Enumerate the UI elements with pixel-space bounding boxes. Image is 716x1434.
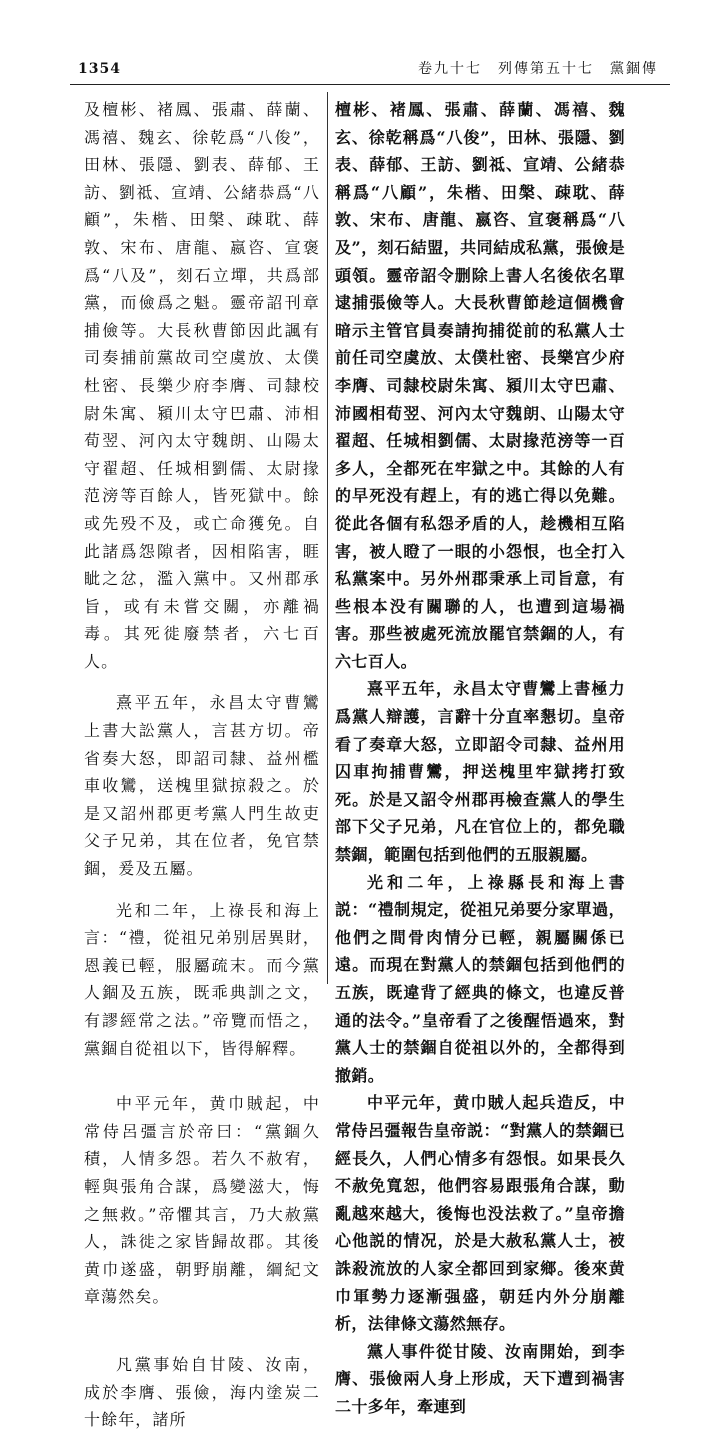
page-number: 1354 [78, 61, 121, 77]
column-divider [327, 92, 328, 984]
translation-paragraph: 黨人事件從甘陵、汝南開始，到李膺、張儉兩人身上形成，天下遭到禍害二十多年，牽連到 [335, 1341, 625, 1416]
original-text-column [84, 96, 320, 1430]
original-paragraph: 熹平五年，永昌太守曹鸞上書大訟黨人，言甚方切。帝省奏大怒，即詔司隸、益州檻車收鸞，送槐里獄掠殺之。於是又詔州郡更考黨人門生故吏父子兄弟，其在位者，免官禁錮，爰及五屬。 [84, 693, 320, 879]
original-paragraph: 光和二年，上祿長和海上言：“禮，從祖兄弟别居異財，恩義已輕，服屬疏末。而今黨人錮及五族，既乖典訓之文，有謬經常之法。”帝覽而悟之，黨錮自從祖以下，皆得解釋。 [84, 900, 320, 1058]
translation-paragraph: 光和二年，上祿縣長和海上書説：“禮制規定，從祖兄弟要分家單過，他們之間骨肉情分已輕，親屬關係已遠。而現在對黨人的禁錮包括到他們的五族，既違背了經典的條文，也違反普通的法令。”皇帝看了之後醒悟過來，對黨人士的禁錮自從祖以外的，全都得到撤銷。 [335, 872, 625, 1085]
original-paragraph: 及檀彬、褚鳳、張肅、薛蘭、馮禧、魏玄、徐乾爲“八俊”，田林、張隱、劉表、薛郁、王訪、劉祗、宣靖、公緒恭爲“八顧”，朱楷、田槃、疎耽、薛敦、宋布、唐龍、嬴咨、宣褒爲“八及”，刻石立墠，共爲部黨，而儉爲之魁。靈帝詔刊章捕儉等。大長秋曹節因此諷有司奏捕前黨故司空虞放、太僕杜密、長樂少府李膺、司隸校尉朱寓、潁川太守巴肅、沛相荀翌、河內太守魏朗、山陽太守翟超、任城相劉儒、太尉掾范滂等百餘人，皆死獄中。餘或先殁不及，或亡命獲免。自此諸爲怨隙者，因相陷害，睚眦之忿，濫入黨中。又州郡承旨，或有未嘗交關，亦離禍毒。其死徙廢禁者，六七百人。 [84, 100, 320, 671]
original-paragraph: 中平元年，黄巾賊起，中常侍呂彊言於帝曰：“黨錮久積，人情多怨。若久不赦宥，輕與張角合謀，爲變滋大，悔之無救。”帝懼其言，乃大赦黨人，誅徙之家皆歸故郡。其後黄巾遂盛，朝野崩離，綱紀文章蕩然矣。 [84, 1094, 320, 1307]
translation-paragraph: 熹平五年，永昌太守曹鸞上書極力爲黨人辯護，言辭十分直率懇切。皇帝看了奏章大怒，立即詔令司隸、益州用囚車拘捕曹鸞，押送槐里牢獄拷打致死。於是又詔令州郡再檢查黨人的學生部下父子兄弟，凡在官位上的，都免職禁錮，範圍包括到他們的五服親屬。 [335, 679, 625, 865]
page-header [70, 58, 670, 80]
translation-paragraph: 中平元年，黄巾賊人起兵造反，中常侍呂彊報告皇帝説：“對黨人的禁錮已經長久，人們心情多有怨恨。如果長久不赦免寬恕，他們容易跟張角合謀，動亂越來越大，後悔也没法救了。”皇帝擔心他説的情况，於是大赦私黨人士，被誅殺流放的人家全都回到家鄉。後來黄巾軍勢力逐漸强盛，朝廷内外分崩離析，法律條文蕩然無存。 [335, 1093, 625, 1334]
translation-text-column [335, 96, 625, 1416]
header-rule [70, 84, 670, 85]
running-title: 卷九十七 列傳第五十七 黨錮傳 [418, 61, 658, 77]
original-paragraph: 凡黨事始自甘陵、汝南，成於李膺、張儉，海内塗炭二十餘年，諸所 [84, 1354, 320, 1430]
translation-paragraph: 檀彬、褚鳳、張肅、薛蘭、馮禧、魏玄、徐乾稱爲“八俊”，田林、張隱、劉表、薛郁、王訪、劉祗、宣靖、公緒恭稱爲“八顧”，朱楷、田槃、疎耽、薛敦、宋布、唐龍、嬴咨、宣褒稱爲“八及”，刻石結盟，共同結成私黨，張儉是頭領。靈帝詔令删除上書人名後依名單逮捕張儉等人。大長秋曹節趁這個機會暗示主管官員奏請拘捕從前的私黨人士前任司空虞放、太僕杜密、長樂宫少府李膺、司隸校尉朱寓、潁川太守巴肅、沛國相荀翌、河內太守魏朗、山陽太守翟超、任城相劉儒、太尉掾范滂等一百多人，全都死在牢獄之中。其餘的人有的早死没有趕上，有的逃亡得以免難。從此各個有私怨矛盾的人，趁機相互陷害，被人瞪了一眼的小怨恨，也全打入私黨案中。另外州郡秉承上司旨意，有些根本没有關聯的人，也遭到這場禍害。那些被處死流放罷官禁錮的人，有六七百人。 [335, 100, 625, 671]
